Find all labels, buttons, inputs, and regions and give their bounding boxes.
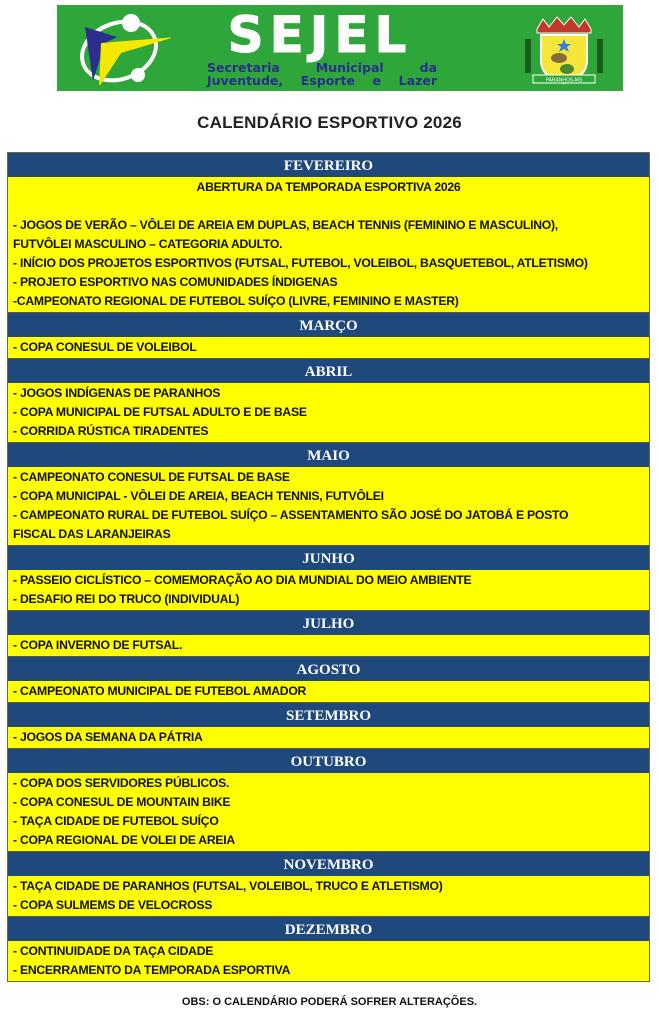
month-header: MARÇO bbox=[8, 312, 649, 337]
event-item: - CAMPEONATO CONESUL DE FUTSAL DE BASE bbox=[13, 470, 290, 484]
event-item: FISCAL DAS LARANJEIRAS bbox=[13, 527, 171, 541]
month-header: JULHO bbox=[8, 610, 649, 635]
month-header: OUTUBRO bbox=[8, 748, 649, 773]
event-item: - CONTINUIDADE DA TAÇA CIDADE bbox=[13, 944, 214, 958]
season-opening-heading: ABERTURA DA TEMPORADA ESPORTIVA 2026 bbox=[196, 180, 461, 194]
page-title: CALENDÁRIO ESPORTIVO 2026 bbox=[197, 113, 462, 132]
event-item: - JOGOS DA SEMANA DA PÁTRIA bbox=[13, 730, 203, 744]
event-item: -CAMPEONATO REGIONAL DE FUTEBOL SUÍÇO (LIVRE, FEMININO E MASTER) bbox=[13, 294, 459, 308]
subtitle-line-1: Secretaria Municipal da bbox=[207, 60, 437, 75]
event-item: - COPA CONESUL DE MOUNTAIN BIKE bbox=[13, 795, 231, 809]
event-item: - CAMPEONATO MUNICIPAL DE FUTEBOL AMADOR bbox=[13, 684, 307, 698]
event-item: - COPA CONESUL DE VOLEIBOL bbox=[13, 340, 197, 354]
event-item: - PROJETO ESPORTIVO NAS COMUNIDADES ÍNDIGENAS bbox=[13, 275, 338, 289]
event-item: - COPA MUNICIPAL DE FUTSAL ADULTO E DE BASE bbox=[13, 405, 307, 419]
month-header: SETEMBRO bbox=[8, 702, 649, 727]
event-item: - COPA MUNICIPAL - VÔLEI DE AREIA, BEACH TENNIS, FUTVÔLEI bbox=[13, 489, 384, 503]
event-item: - COPA SULMEMS DE VELOCROSS bbox=[13, 898, 213, 912]
month-events bbox=[8, 773, 649, 851]
month-header: ABRIL bbox=[8, 358, 649, 383]
month-events bbox=[8, 570, 649, 610]
event-item: - PASSEIO CICLÍSTICO – COMEMORAÇÃO AO DIA MUNDIAL DO MEIO AMBIENTE bbox=[13, 573, 472, 587]
month-events bbox=[8, 941, 649, 981]
event-item: - TAÇA CIDADE DE PARANHOS (FUTSAL, VOLEIBOL, TRUCO E ATLETISMO) bbox=[13, 879, 443, 893]
month-events bbox=[8, 681, 649, 702]
svg-text:PARANHOS-MS: PARANHOS-MS bbox=[545, 77, 583, 84]
event-item: - ENCERRAMENTO DA TEMPORADA ESPORTIVA bbox=[13, 963, 291, 977]
event-item: - CORRIDA RÚSTICA TIRADENTES bbox=[13, 424, 209, 438]
event-item: - JOGOS INDÍGENAS DE PARANHOS bbox=[13, 386, 221, 400]
month-header: NOVEMBRO bbox=[8, 851, 649, 876]
spacer bbox=[13, 197, 649, 216]
month-header: JUNHO bbox=[8, 545, 649, 570]
footer-note: OBS: O CALENDÁRIO PODERÁ SOFRER ALTERAÇÕES. bbox=[181, 996, 478, 1008]
month-events bbox=[8, 337, 649, 358]
month-events bbox=[8, 635, 649, 656]
month-header: FEVEREIRO bbox=[8, 153, 649, 177]
month-events bbox=[8, 467, 649, 545]
month-header: AGOSTO bbox=[8, 656, 649, 681]
month-events bbox=[8, 727, 649, 748]
calendar-table bbox=[7, 152, 650, 982]
subtitle-line-2: Juventude, Esporte e Lazer bbox=[207, 73, 437, 88]
event-item: FUTVÔLEI MASCULINO – CATEGORIA ADULTO. bbox=[13, 237, 283, 251]
sejel-banner bbox=[57, 5, 623, 91]
event-item: - INÍCIO DOS PROJETOS ESPORTIVOS (FUTSAL, FUTEBOL, VOLEIBOL, BASQUETEBOL, ATLETISMO) bbox=[13, 256, 588, 270]
event-item: - TAÇA CIDADE DE FUTEBOL SUÍÇO bbox=[13, 814, 219, 828]
event-item: - DESAFIO REI DO TRUCO (INDIVIDUAL) bbox=[13, 592, 240, 606]
month-events bbox=[8, 177, 649, 312]
month-header: MAIO bbox=[8, 442, 649, 467]
event-item: - CAMPEONATO RURAL DE FUTEBOL SUÍÇO – ASSENTAMENTO SÃO JOSÉ DO JATOBÁ E POSTO bbox=[13, 508, 569, 522]
event-item: - COPA REGIONAL DE VOLEI DE AREIA bbox=[13, 833, 235, 847]
event-item: - COPA DOS SERVIDORES PÚBLICOS. bbox=[13, 776, 230, 790]
municipal-crest-icon bbox=[519, 11, 609, 87]
month-events bbox=[8, 383, 649, 442]
brand-name: SEJEL bbox=[227, 6, 413, 64]
sejel-logo-icon bbox=[75, 13, 171, 85]
brand-subtitle bbox=[207, 61, 437, 87]
month-header: DEZEMBRO bbox=[8, 916, 649, 941]
event-item: - JOGOS DE VERÃO – VÔLEI DE AREIA EM DUPLAS, BEACH TENNIS (FEMININO E MASCULINO), bbox=[13, 218, 558, 232]
month-events bbox=[8, 876, 649, 916]
event-item: - COPA INVERNO DE FUTSAL. bbox=[13, 638, 183, 652]
